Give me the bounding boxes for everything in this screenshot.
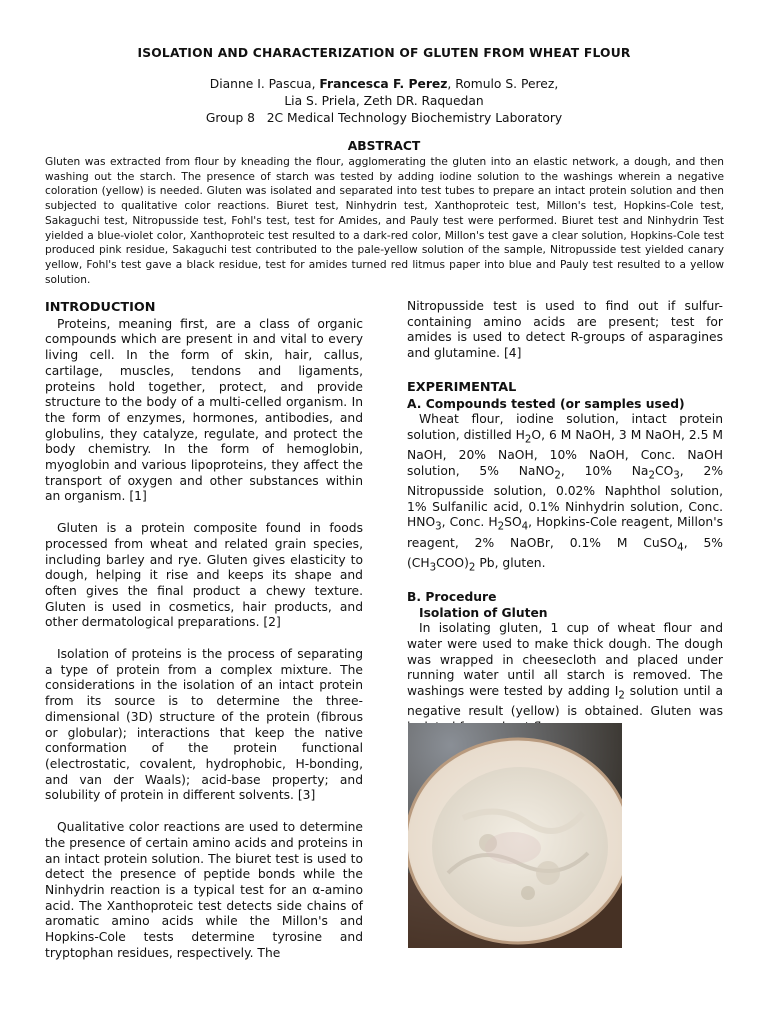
author-affiliation: Group 8 2C Medical Technology Biochemistry Laboratory: [205, 111, 563, 125]
author-names-b: , Romulo S. Perez,: [447, 77, 559, 91]
right-column: [407, 299, 723, 736]
author-names-a: Dianne I. Pascua,: [209, 77, 320, 91]
flour-bowl-illustration: [408, 723, 622, 948]
abstract-heading: ABSTRACT: [347, 139, 421, 153]
abstract-text: Gluten was extracted from flour by kneading the flour, agglomerating the gluten into an elastic network, a dough, and then washing out the starch. The presence of starch was tested by adding iodine solution to the washings wherein a negative coloration (yellow) is needed. Gluten was isolated and separated into test tubes to prepare an intact protein solution and then subjected to qualitative color reactions. Biuret test, Ninhydrin test, Xanthoproteic test, Millon's test, Hopkins-Cole test, Sakaguchi test, Nitropusside test, Fohl's test, test for Amides, and Pauly test were performed. Biuret test and Ninhydrin Test yielded a blue-violet color, Xanthoproteic test resulted to a dark-red color, Millon's test gave a clear solution, Hopkins-Cole test produced pink residue, Sakaguchi test contributed to the pale-yellow solution of the sample, Nitropusside test yielded canary yellow, Fohl's test gave a black residue, test for amides turned red litmus paper into blue and Pauly test resulted to a yellow solution.: [45, 156, 724, 286]
author-name-bold: Francesca F. Perez: [319, 77, 448, 91]
author-line-1: [0, 76, 768, 93]
left-column: [45, 300, 363, 961]
procedure-paragraph: In isolating gluten, 1 cup of wheat flour and water were used to make thick dough. The dough was wrapped in cheesecloth and placed under running water until all starch is removed. The washings were tested by adding $I_2$ solution until a negative result (yellow) is obtained. Gluten was: [407, 621, 723, 719]
compounds-list: Wheat flour, iodine solution, intact protein solution, distilled $H_2O$, 6 M NaOH, 3 M NaOH, 2.5 M NaOH, 20% NaOH, 10% NaOH, Conc. NaOH solution, 5% NaNO$_2$, 10% $Na_2CO_3$, 2% Nitropusside solution, 0.02% Naphthol solution, 1% Sulfanilic acid, 0.1% Ninhydrin solution, Conc. $HNO_3$, Conc. $H_2SO_4$, Hopkins-Cole reagent, Millon's reagent, 2% NaOBr, 0.1% M CuSO$_4$, 5% $(CH_3COO)_2$ Pb, gluten.: [407, 412, 724, 574]
intro-paragraph-3: Isolation of proteins is the process of separating a type of protein from a complex mixture. The considerations in the isolation of an intact protein from its source is to determine the three-dimensional (3D) structure of the protein (fibrous or globular); interactions that keep the native conformation of the protein functional (electrostatic, covalent, hydrophobic, H-bonding, and van der Waals); acid-base property; and solubility of protein in different solvents. [3]: [45, 647, 363, 803]
procedure-heading: B. Procedure: [407, 589, 497, 604]
intro-paragraph-1: Proteins, meaning first, are a class of organic compounds which are present in and vital to every living cell. In the form of skin, hair, callus, cartilage, muscles, tendons and ligaments, proteins hold together, protect, and provide structure to the body of a multi-celled organism. In the form of enzymes, hormones, antibodies, and globulins, they catalyze, regulate, and protect the body chemistry. In the form of hemoglobin, myoglobin and various lipoproteins, they affect the transport of oxygen and other substances within an organism. [1]: [45, 316, 363, 504]
experimental-heading: EXPERIMENTAL: [407, 379, 517, 395]
paper-title: ISOLATION AND CHARACTERIZATION OF GLUTEN FROM WHEAT FLOUR: [137, 46, 631, 60]
intro-paragraph-5: Nitropusside test is used to find out if sulfur-containing amino acids are present; test for amides is used to detect R-groups of asparagines and glutamine. [4]: [407, 299, 723, 361]
flour-bowl-photo: [408, 723, 622, 948]
author-line-2: Lia S. Priela, Zeth DR. Raquedan: [284, 94, 484, 108]
intro-paragraph-4: Qualitative color reactions are used to determine the presence of certain amino acids and proteins in an intact protein solution. The biuret test is used to detect the presence of peptide bonds while the Ninhydrin reaction is a typical test for an α-amino acid. The Xanthoproteic test detects side chains of aromatic amino acids while the Millon's and Hopkins-Cole tests determine tyrosine and tryptophan residues, respectively. The: [45, 820, 363, 960]
introduction-heading: INTRODUCTION: [45, 300, 156, 315]
author-block: [0, 76, 768, 127]
intro-paragraph-2: Gluten is a protein composite found in foods processed from wheat and related grain species, including barley and rye. Gluten gives elasticity to dough, helping it rise and keeps its shape and often gives the final product a chewy texture. Gluten is used in cosmetics, hair products, and other dermatological preparations. [2]: [45, 521, 363, 630]
compounds-heading: A. Compounds tested (or samples used): [407, 396, 685, 411]
isolation-heading: Isolation of Gluten: [419, 605, 548, 620]
